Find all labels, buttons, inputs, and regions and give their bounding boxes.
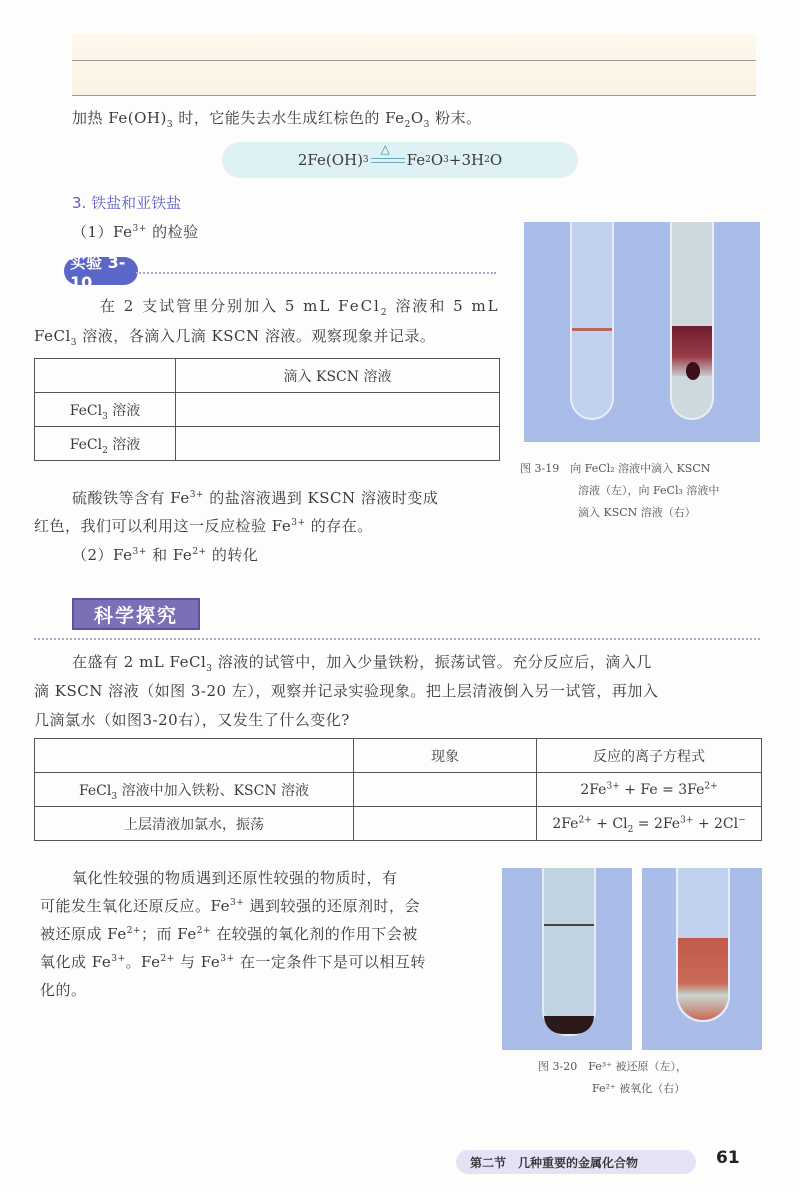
inquiry-text-line3: 几滴氯水（如图3-20右），又发生了什么变化? (34, 711, 350, 729)
conversion-table (34, 738, 762, 841)
header-rule-top (72, 60, 756, 61)
redox-paragraph-line2: 可能发生氧化还原反应。$Fe^{3+}$ 遇到较强的还原剂时，会 (40, 897, 421, 915)
figure-3-19-caption: 图 3-19 向 FeCl₂ 溶液中滴入 KSCN 溶液（左），向 FeCl₃ 溶液中 滴入 KSCN 溶液（右） (520, 462, 720, 519)
equation-box: 2Fe(OH) 3 △ Fe 2 O 3 +3H 2 O (222, 142, 578, 178)
section-heading: 3. 铁盐和亚铁盐 (72, 194, 182, 212)
figure-3-19-photo (524, 222, 760, 442)
ionic-equation-cell: $2Fe^{3+} + Fe = 3Fe^{2+}$ (537, 773, 762, 807)
redox-paragraph-line1: 氧化性较强的物质遇到还原性较强的物质时，有 (72, 869, 398, 887)
kscn-paragraph-line2: 红色，我们可以利用这一反应检验 $Fe^{3+}$ 的存在。 (34, 517, 373, 535)
table-row: FeCl$_3$ 溶液中加入铁粉、KSCN 溶液 $2Fe^{3+} + Fe = 3Fe^{2+}$ (35, 773, 762, 807)
test-tube-left (570, 222, 614, 420)
experiment-text-line1: 在 2 支试管里分别加入 5 mL FeCl$_2$ 溶液和 5 mL (100, 297, 500, 318)
phenomenon-cell (354, 773, 537, 807)
figure-3-20-left-photo (502, 868, 632, 1050)
kscn-paragraph-line1: 硫酸铁等含有 $Fe^{3+}$ 的盐溶液遇到 KSCN 溶液时变成 (72, 489, 439, 507)
science-inquiry-badge: 科学探究 (72, 598, 200, 630)
ionic-equation-cell: $2Fe^{2+} + Cl_2 = 2Fe^{3+} + 2Cl^-$ (537, 807, 762, 841)
redox-paragraph-line4: 氧化成 $Fe^{3+}$。$Fe^{2+}$ 与 $Fe^{3+}$ 在一定条件下是可以相互转 (40, 953, 426, 971)
chapter-section-label: 第二节 几种重要的金属化合物 (456, 1150, 696, 1174)
test-tube-right (670, 222, 714, 420)
experiment-badge: 实验 3-10 (64, 257, 138, 285)
table-row: 上层清液加氯水，振荡 $2Fe^{2+} + Cl_2 = 2Fe^{3+} + 2Cl^-$ (35, 807, 762, 841)
observation-cell (176, 427, 500, 461)
phenomenon-cell (354, 807, 537, 841)
dotted-divider (34, 638, 760, 640)
figure-3-20-caption: 图 3-20 Fe³⁺ 被还原（左）， Fe²⁺ 被氧化（右） (538, 1060, 687, 1095)
kscn-test-table (34, 358, 500, 461)
heat-arrow-icon: △ (371, 158, 405, 163)
table-header-row: 滴入 KSCN 溶液 (35, 359, 500, 393)
observation-cell (176, 393, 500, 427)
header-band (72, 34, 756, 96)
page-number: 61 (716, 1148, 740, 1168)
intro-paragraph: 加热 $Fe(OH)_3$ 时，它能失去水生成红棕色的 $Fe_2O_3$ 粉末。 (72, 109, 482, 130)
redox-paragraph-line3: 被还原成 $Fe^{2+}$；而 $Fe^{2+}$ 在较强的氧化剂的作用下会被 (40, 925, 418, 943)
inquiry-text-line2: 滴 KSCN 溶液（如图 3-20 左），观察并记录实验现象。把上层清液倒入另一试管，再加入 (34, 682, 659, 700)
subsection-heading-2: $(2)Fe^{3+}$ 和 $Fe^{2+}$ 的转化 (72, 546, 259, 564)
table-row: FeCl$_2$ 溶液 (35, 427, 500, 461)
test-tube-oxidized (676, 868, 730, 1022)
header-rule-bottom (72, 95, 756, 96)
test-tube-reduced (542, 868, 596, 1036)
dotted-divider (136, 272, 496, 274)
redox-paragraph-line5: 化的。 (40, 981, 87, 999)
experiment-text-line2: FeCl$_3$ 溶液，各滴入几滴 KSCN 溶液。观察现象并记录。 (34, 327, 436, 348)
table-row: FeCl$_3$ 溶液 (35, 393, 500, 427)
figure-3-20-right-photo (642, 868, 762, 1050)
inquiry-text-line1: 在盛有 2 mL FeCl$_3$ 溶液的试管中，加入少量铁粉，振荡试管。充分反应后，滴入几 (72, 653, 652, 674)
subsection-heading-1: $(1)Fe^{3+}$ 的检验 (72, 223, 199, 241)
table-header-row: 现象 反应的离子方程式 (35, 739, 762, 773)
